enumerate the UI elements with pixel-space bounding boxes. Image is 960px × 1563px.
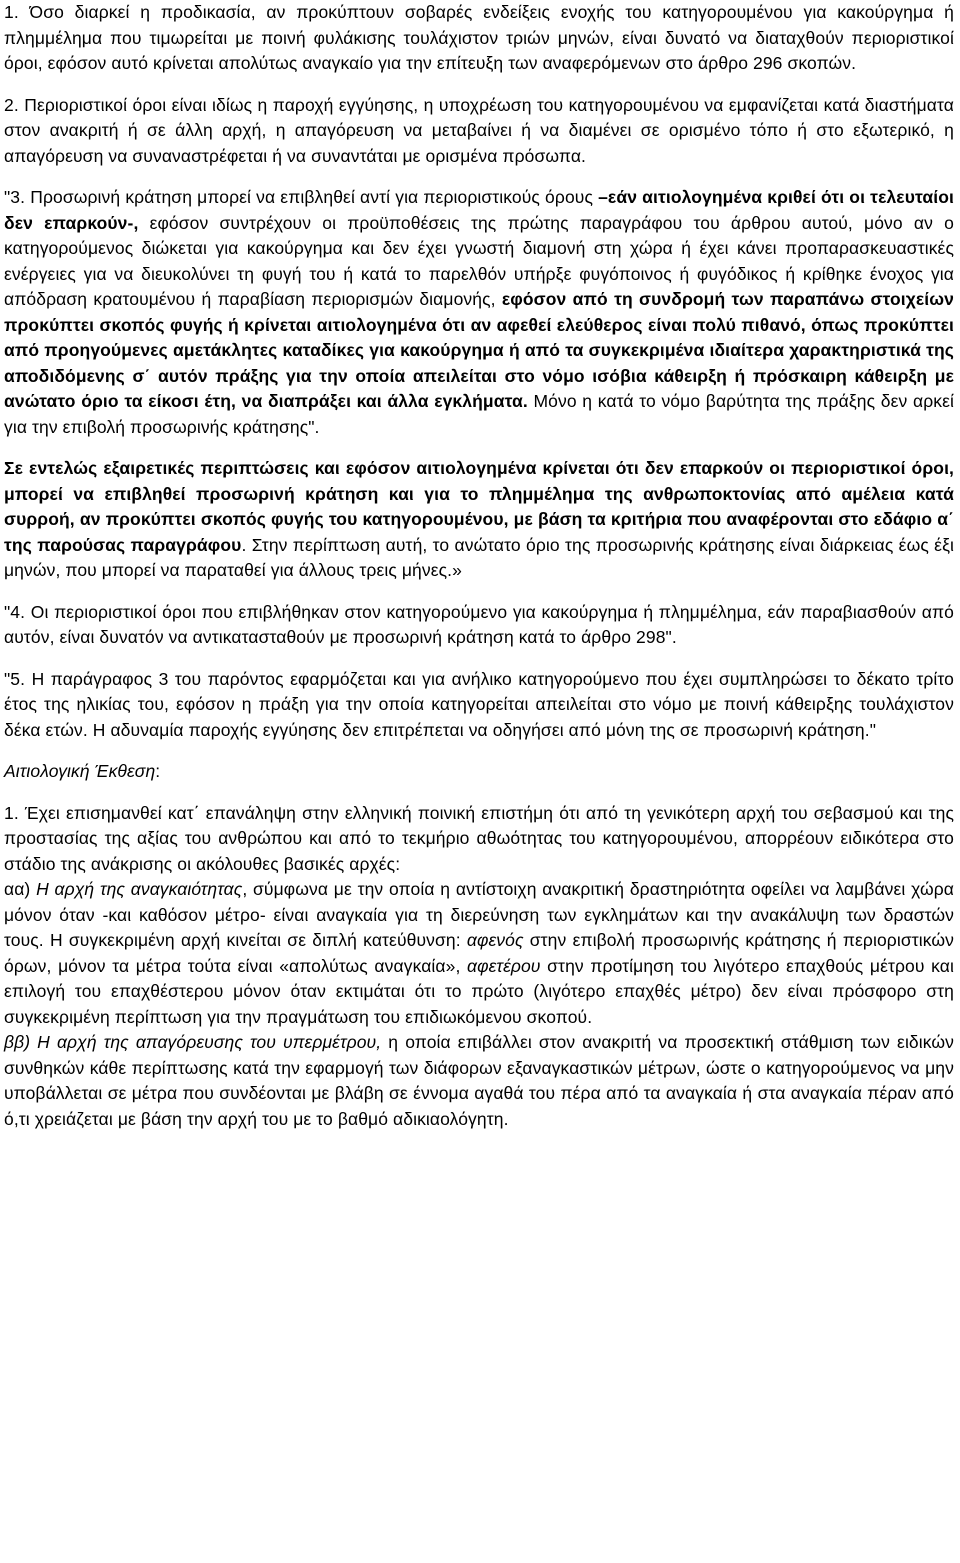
paragraph-3 <box>4 185 954 440</box>
paragraph-8-part-e: στην επιβολή προσωρινής κράτησης ή περιοριστικών όρων, μόνον τα μέτρα τούτα είναι «απολύτως αναγκαία», <box>4 930 954 976</box>
paragraph-8 <box>4 877 954 1030</box>
paragraph-8-part-f: αφετέρου <box>467 955 541 976</box>
paragraph-9 <box>4 1030 954 1132</box>
paragraph-6: "5. Η παράγραφος 3 του παρόντος εφαρμόζεται και για ανήλικο κατηγορούμενο που έχει συμπληρώσει το δέκατο τρίτο έτος της ηλικίας του, εφόσον η πράξη για την οποία κατηγορείται απειλείται στο νόμο με ποινή κάθειρξης τουλάχιστον δέκα ετών. Η αδυναμία παροχής εγγύησης δεν επιτρέπεται να οδηγήσει από μόνη της σε προσωρινή κράτηση." <box>4 668 954 740</box>
paragraph-4-part-b: . Στην περίπτωση αυτή, το ανώτατο όριο της προσωρινής κράτησης είναι διάρκειας έως έξι μηνών, που μπορεί να παραταθεί για άλλους τρεις μήνες.» <box>4 534 954 580</box>
paragraph-2: 2. Περιοριστικοί όροι είναι ιδίως η παροχή εγγύησης, η υποχρέωση του κατηγορουμένου να εμφανίζεται κατά διαστήματα στον ανακριτή ή σε άλλη αρχή, η απαγόρευση να μεταβαίνει ή να διαμένει σε ορισμένο τόπο ή στο εξωτερικό, η απαγόρευση να συναναστρέφεται ή να συναντάται με ορισμένα πρόσωπα. <box>4 94 954 166</box>
section-heading <box>4 759 954 785</box>
paragraph-3-part-c: εφόσον συντρέχουν οι προϋποθέσεις της πρώτης παραγράφου του άρθρου αυτού, μόνο αν ο κατηγορούμενος διώκεται για κακούργημα και δεν έχει γνωστή διαμονή στη χώρα ή έχει κάνει προπαρασκευαστικές ενέργειες για να διευκολύνει τη φυγή του ή κατά το παρελθόν υπήρξε φυγόποινος ή φυγόδικος ή κρίθηκε ένοχος για απόδραση κρατουμένου ή παραβίαση περιορισμών διαμονής, <box>4 212 954 309</box>
paragraph-1: 1. Όσο διαρκεί η προδικασία, αν προκύπτουν σοβαρές ενδείξεις ενοχής του κατηγορουμένου για κακούργημα ή πλημμέλημα που τιμωρείται με ποινή φυλάκισης τουλάχιστον τριών μηνών, είναι δυνατό να διαταχθούν περιοριστικοί όροι, εφόσον αυτό κρίνεται απολύτως αναγκαίο για την επίτευξη των αναφερόμενων στο άρθρο 296 σκοπών. <box>4 2 954 73</box>
paragraph-4-part-a: Σε εντελώς εξαιρετικές περιπτώσεις και εφόσον αιτιολογημένα κρίνεται ότι δεν επαρκούν οι περιοριστικοί όροι, μπορεί να επιβληθεί προσωρινή κράτηση και για το πλημμέλημα της ανθρωποκτονίας από αμέλεια κατά συρροή, αν προκύπτει σκοπός φυγής του κατηγορουμένου, με βάση τα κριτήρια που αναφέρονται στο εδάφιο α΄ της παρούσας παραγράφου <box>4 458 954 555</box>
paragraph-8-part-b: Η αρχή της αναγκαιότητας <box>36 879 243 899</box>
paragraph-3-part-a: "3. Προσωρινή κράτηση μπορεί να επιβληθεί αντί για περιοριστικούς όρους <box>4 187 599 207</box>
paragraph-7: 1. Έχει επισημανθεί κατ΄ επανάληψη στην ελληνική ποινική επιστήμη ότι από τη γενικότερη αρχή του σεβασμού και της προστασίας της αξίας του ανθρώπου και από το τεκμήριο αθωότητας του κατηγορουμένου, απορρέουν ειδικότερα στο στάδιο της ανάκρισης οι ακόλουθες βασικές αρχές: <box>4 802 954 874</box>
paragraph-8-part-d: αφενός <box>466 930 524 950</box>
paragraph-3-part-d: εφόσον από τη συνδρομή των παραπάνω στοιχείων προκύπτει σκοπός φυγής ή κρίνεται αιτιολογημένα ότι αν αφεθεί ελεύθερος είναι πολύ πιθανό, όπως προκύπτει από προηγούμενες αμετάκλητες καταδίκες για κακούργημα ή από τα συγκεκριμένα ιδιαίτερα χαρακτηριστικά της αποδιδόμενης σ΄ αυτόν πράξης για την οποία απειλείται στο νόμο ισόβια κάθειρξη ή πρόσκαιρη κάθειρξη με ανώτατο όριο τα είκοσι έτη, να διαπράξει και άλλα εγκλήματα. <box>4 289 954 411</box>
paragraph-3-part-b: –εάν αιτιολογημένα κριθεί ότι οι τελευταίοι δεν επαρκούν-, <box>4 187 954 233</box>
paragraph-8-part-g: στην προτίμηση του λιγότερο επαχθούς μέτρου και επιλογή του επαχθέστερου μόνον όταν εκτιμάται ότι το πρώτο (λιγότερο επαχθές μέτρο) δεν είναι πρόσφορο στη συγκεκριμένη περίπτωση για την πραγμάτωση του επιδιωκόμενου σκοπού. <box>4 955 954 1027</box>
paragraph-8-part-c: , σύμφωνα με την οποία η αντίστοιχη ανακριτική δραστηριότητα οφείλει να λαμβάνει χώρα μόνον όταν -και καθόσον μέτρο- είναι αναγκαία για τη διερεύνηση των εγκλημάτων και την ανακάλυψη των δραστών τους. Η συγκεκριμένη αρχή κινείται σε διπλή κατεύθυνση: <box>4 879 954 950</box>
section-heading-colon: : <box>155 761 161 781</box>
paragraph-9-part-a: ββ) Η αρχή της απαγόρευσης του υπερμέτρου, <box>4 1032 382 1052</box>
paragraph-3-part-e: Μόνο η κατά το νόμο βαρύτητα της πράξης δεν αρκεί για την επιβολή προσωρινής κράτησης". <box>4 391 954 437</box>
paragraph-8-part-a: αα) <box>4 879 37 899</box>
paragraph-5: "4. Οι περιοριστικοί όροι που επιβλήθηκαν στον κατηγορούμενο για κακούργημα ή πλημμέλημα, εάν παραβιασθούν από αυτόν, είναι δυνατόν να αντικατασταθούν με προσωρινή κράτηση κατά το άρθρο 298". <box>4 601 954 647</box>
section-heading-text: Αιτιολογική Έκθεση <box>4 761 156 781</box>
paragraph-4 <box>4 456 954 584</box>
paragraph-9-part-b: η οποία επιβάλλει στον ανακριτή να προσεκτική στάθμιση των ειδικών συνθηκών κάθε περίπτωσης κατά την εφαρμογή των διάφορων εξαναγκαστικών μέτρων, ώστε ο κατηγορούμενος να μην υποβάλλεται σε μέτρα που συνδέονται με βλάβη σε έννομα αγαθά του πέρα από τα αναγκαία ή στα αναγκαία πέραν από ό,τι χρειάζεται με βάση την αρχή του με το βαθμό αδικιαολόγητη. <box>4 1032 955 1129</box>
